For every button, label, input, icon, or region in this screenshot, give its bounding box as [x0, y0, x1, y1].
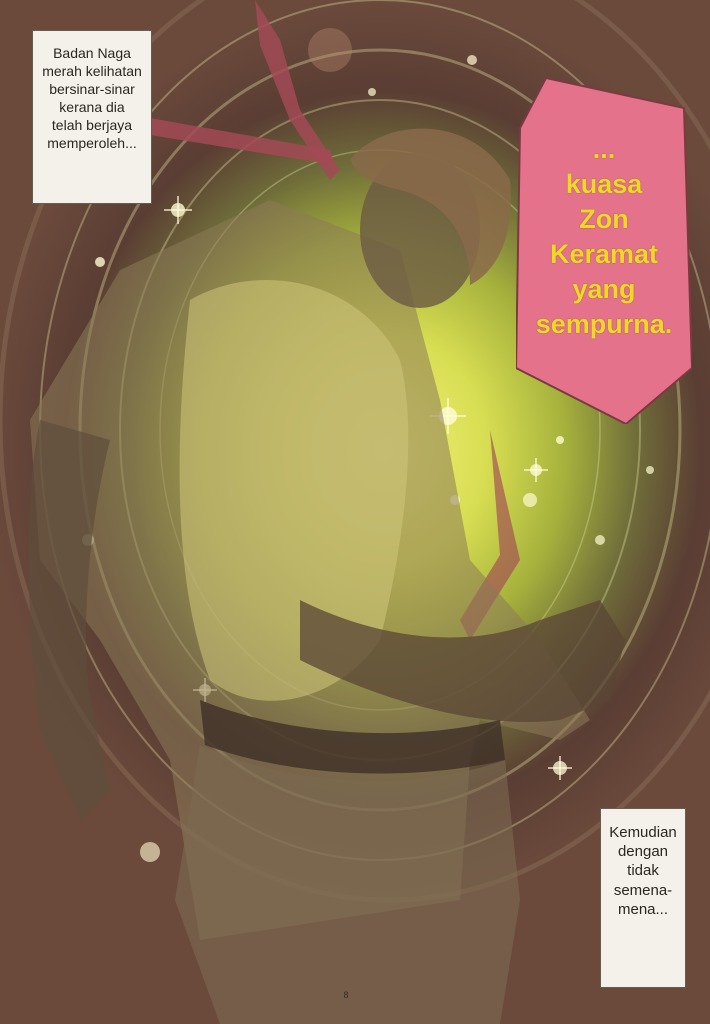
pants	[175, 745, 520, 1024]
narration-caption-bottom: Kemudian dengan tidak semena- mena...	[600, 808, 686, 988]
page-number: 8	[343, 990, 349, 1000]
narration-caption-top: Badan Naga merah kelihatan bersinar-sinar kerana dia telah berjaya memperoleh...	[32, 30, 152, 204]
speech-hexagon-text: ... kuasa Zon Keramat yang sempurna.	[535, 134, 673, 340]
speech-hexagon	[516, 78, 692, 424]
